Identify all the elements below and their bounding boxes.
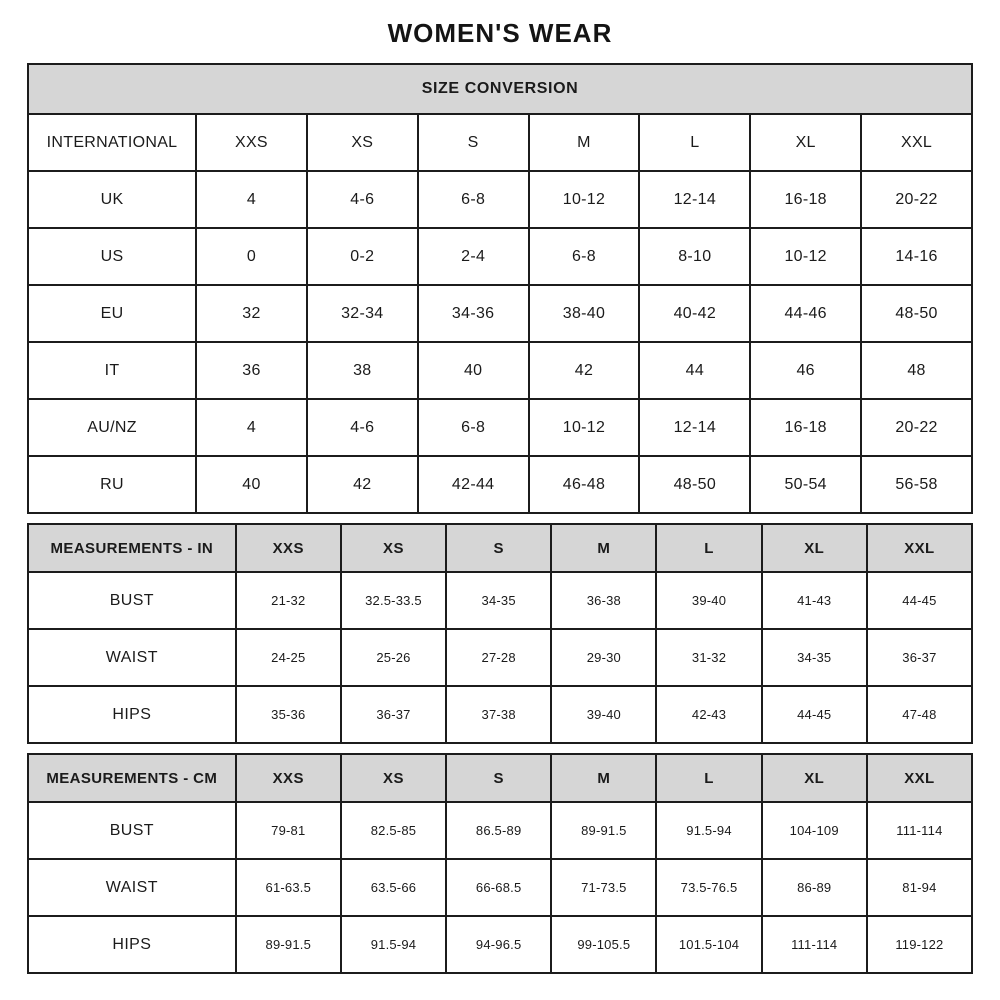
value-cell: 39-40 [551, 686, 656, 743]
value-cell: 81-94 [867, 859, 972, 916]
value-cell: 8-10 [639, 228, 750, 285]
size-header: M [529, 114, 640, 171]
value-cell: 91.5-94 [656, 802, 761, 859]
table-row [28, 916, 972, 973]
value-cell: 24-25 [236, 629, 341, 686]
table-row [28, 456, 972, 513]
value-cell: 32 [196, 285, 307, 342]
measurements-in-table [27, 523, 973, 744]
value-cell: 40 [418, 342, 529, 399]
value-cell: 44-46 [750, 285, 861, 342]
value-cell: 14-16 [861, 228, 972, 285]
value-cell: 46 [750, 342, 861, 399]
value-cell: 35-36 [236, 686, 341, 743]
value-cell: 101.5-104 [656, 916, 761, 973]
value-cell: 32.5-33.5 [341, 572, 446, 629]
value-cell: 31-32 [656, 629, 761, 686]
value-cell: 32-34 [307, 285, 418, 342]
row-label: WAIST [28, 629, 236, 686]
value-cell: 89-91.5 [551, 802, 656, 859]
value-cell: 42-44 [418, 456, 529, 513]
header-row [28, 114, 972, 171]
value-cell: 0 [196, 228, 307, 285]
value-cell: 20-22 [861, 171, 972, 228]
value-cell: 12-14 [639, 399, 750, 456]
value-cell: 16-18 [750, 171, 861, 228]
table-row [28, 171, 972, 228]
value-cell: 56-58 [861, 456, 972, 513]
value-cell: 99-105.5 [551, 916, 656, 973]
size-header: L [656, 524, 761, 572]
value-cell: 10-12 [529, 399, 640, 456]
value-cell: 94-96.5 [446, 916, 551, 973]
table-row [28, 686, 972, 743]
value-cell: 61-63.5 [236, 859, 341, 916]
value-cell: 20-22 [861, 399, 972, 456]
table-row [28, 399, 972, 456]
size-header: XXL [861, 114, 972, 171]
value-cell: 42-43 [656, 686, 761, 743]
value-cell: 63.5-66 [341, 859, 446, 916]
table-row [28, 572, 972, 629]
row-label: HIPS [28, 686, 236, 743]
value-cell: 21-32 [236, 572, 341, 629]
value-cell: 6-8 [418, 171, 529, 228]
size-header: INTERNATIONAL [28, 114, 196, 171]
size-header: XXL [867, 754, 972, 802]
value-cell: 34-36 [418, 285, 529, 342]
value-cell: 40-42 [639, 285, 750, 342]
header-row [28, 754, 972, 802]
table-row [28, 859, 972, 916]
value-cell: 36-37 [867, 629, 972, 686]
size-header: L [639, 114, 750, 171]
value-cell: 41-43 [762, 572, 867, 629]
size-header: XL [762, 754, 867, 802]
row-label: RU [28, 456, 196, 513]
size-header: S [446, 524, 551, 572]
measurements-in-title: MEASUREMENTS - IN [28, 524, 236, 572]
value-cell: 46-48 [529, 456, 640, 513]
value-cell: 34-35 [446, 572, 551, 629]
value-cell: 48-50 [861, 285, 972, 342]
value-cell: 38 [307, 342, 418, 399]
measurements-cm-table [27, 753, 973, 974]
value-cell: 111-114 [867, 802, 972, 859]
value-cell: 50-54 [750, 456, 861, 513]
size-header: XL [750, 114, 861, 171]
table-row [28, 285, 972, 342]
measurements-in-body [28, 572, 972, 743]
size-header: M [551, 754, 656, 802]
table-row [28, 342, 972, 399]
value-cell: 4 [196, 399, 307, 456]
value-cell: 2-4 [418, 228, 529, 285]
row-label: EU [28, 285, 196, 342]
value-cell: 0-2 [307, 228, 418, 285]
size-header: XXS [236, 754, 341, 802]
value-cell: 73.5-76.5 [656, 859, 761, 916]
size-header: S [446, 754, 551, 802]
table-row [28, 228, 972, 285]
row-label: AU/NZ [28, 399, 196, 456]
size-header: XL [762, 524, 867, 572]
value-cell: 29-30 [551, 629, 656, 686]
size-header: XS [307, 114, 418, 171]
size-conversion-body [28, 171, 972, 513]
value-cell: 66-68.5 [446, 859, 551, 916]
header-row [28, 524, 972, 572]
value-cell: 79-81 [236, 802, 341, 859]
row-label: UK [28, 171, 196, 228]
row-label: HIPS [28, 916, 236, 973]
table-row [28, 802, 972, 859]
size-header: M [551, 524, 656, 572]
row-label: BUST [28, 802, 236, 859]
row-label: IT [28, 342, 196, 399]
value-cell: 4 [196, 171, 307, 228]
value-cell: 36 [196, 342, 307, 399]
value-cell: 10-12 [750, 228, 861, 285]
value-cell: 27-28 [446, 629, 551, 686]
size-header: XS [341, 754, 446, 802]
caption-row [28, 64, 972, 114]
measurements-cm-title: MEASUREMENTS - CM [28, 754, 236, 802]
value-cell: 86-89 [762, 859, 867, 916]
value-cell: 4-6 [307, 171, 418, 228]
value-cell: 12-14 [639, 171, 750, 228]
value-cell: 48 [861, 342, 972, 399]
page-title: WOMEN'S WEAR [387, 18, 613, 48]
value-cell: 111-114 [762, 916, 867, 973]
value-cell: 44 [639, 342, 750, 399]
size-conversion-caption: SIZE CONVERSION [28, 64, 972, 114]
value-cell: 89-91.5 [236, 916, 341, 973]
size-conversion-table [27, 63, 973, 514]
row-label: BUST [28, 572, 236, 629]
value-cell: 25-26 [341, 629, 446, 686]
value-cell: 48-50 [639, 456, 750, 513]
value-cell: 38-40 [529, 285, 640, 342]
value-cell: 40 [196, 456, 307, 513]
measurements-cm-body [28, 802, 972, 973]
value-cell: 91.5-94 [341, 916, 446, 973]
value-cell: 42 [307, 456, 418, 513]
value-cell: 6-8 [529, 228, 640, 285]
value-cell: 34-35 [762, 629, 867, 686]
value-cell: 36-37 [341, 686, 446, 743]
value-cell: 37-38 [446, 686, 551, 743]
value-cell: 104-109 [762, 802, 867, 859]
value-cell: 44-45 [867, 572, 972, 629]
value-cell: 39-40 [656, 572, 761, 629]
value-cell: 47-48 [867, 686, 972, 743]
value-cell: 16-18 [750, 399, 861, 456]
value-cell: 44-45 [762, 686, 867, 743]
row-label: WAIST [28, 859, 236, 916]
value-cell: 36-38 [551, 572, 656, 629]
size-header: XXL [867, 524, 972, 572]
value-cell: 42 [529, 342, 640, 399]
value-cell: 82.5-85 [341, 802, 446, 859]
row-label: US [28, 228, 196, 285]
size-header: XXS [196, 114, 307, 171]
value-cell: 86.5-89 [446, 802, 551, 859]
value-cell: 71-73.5 [551, 859, 656, 916]
table-row [28, 629, 972, 686]
size-header: S [418, 114, 529, 171]
size-header: XXS [236, 524, 341, 572]
size-header: XS [341, 524, 446, 572]
value-cell: 4-6 [307, 399, 418, 456]
value-cell: 119-122 [867, 916, 972, 973]
value-cell: 10-12 [529, 171, 640, 228]
size-header: L [656, 754, 761, 802]
value-cell: 6-8 [418, 399, 529, 456]
